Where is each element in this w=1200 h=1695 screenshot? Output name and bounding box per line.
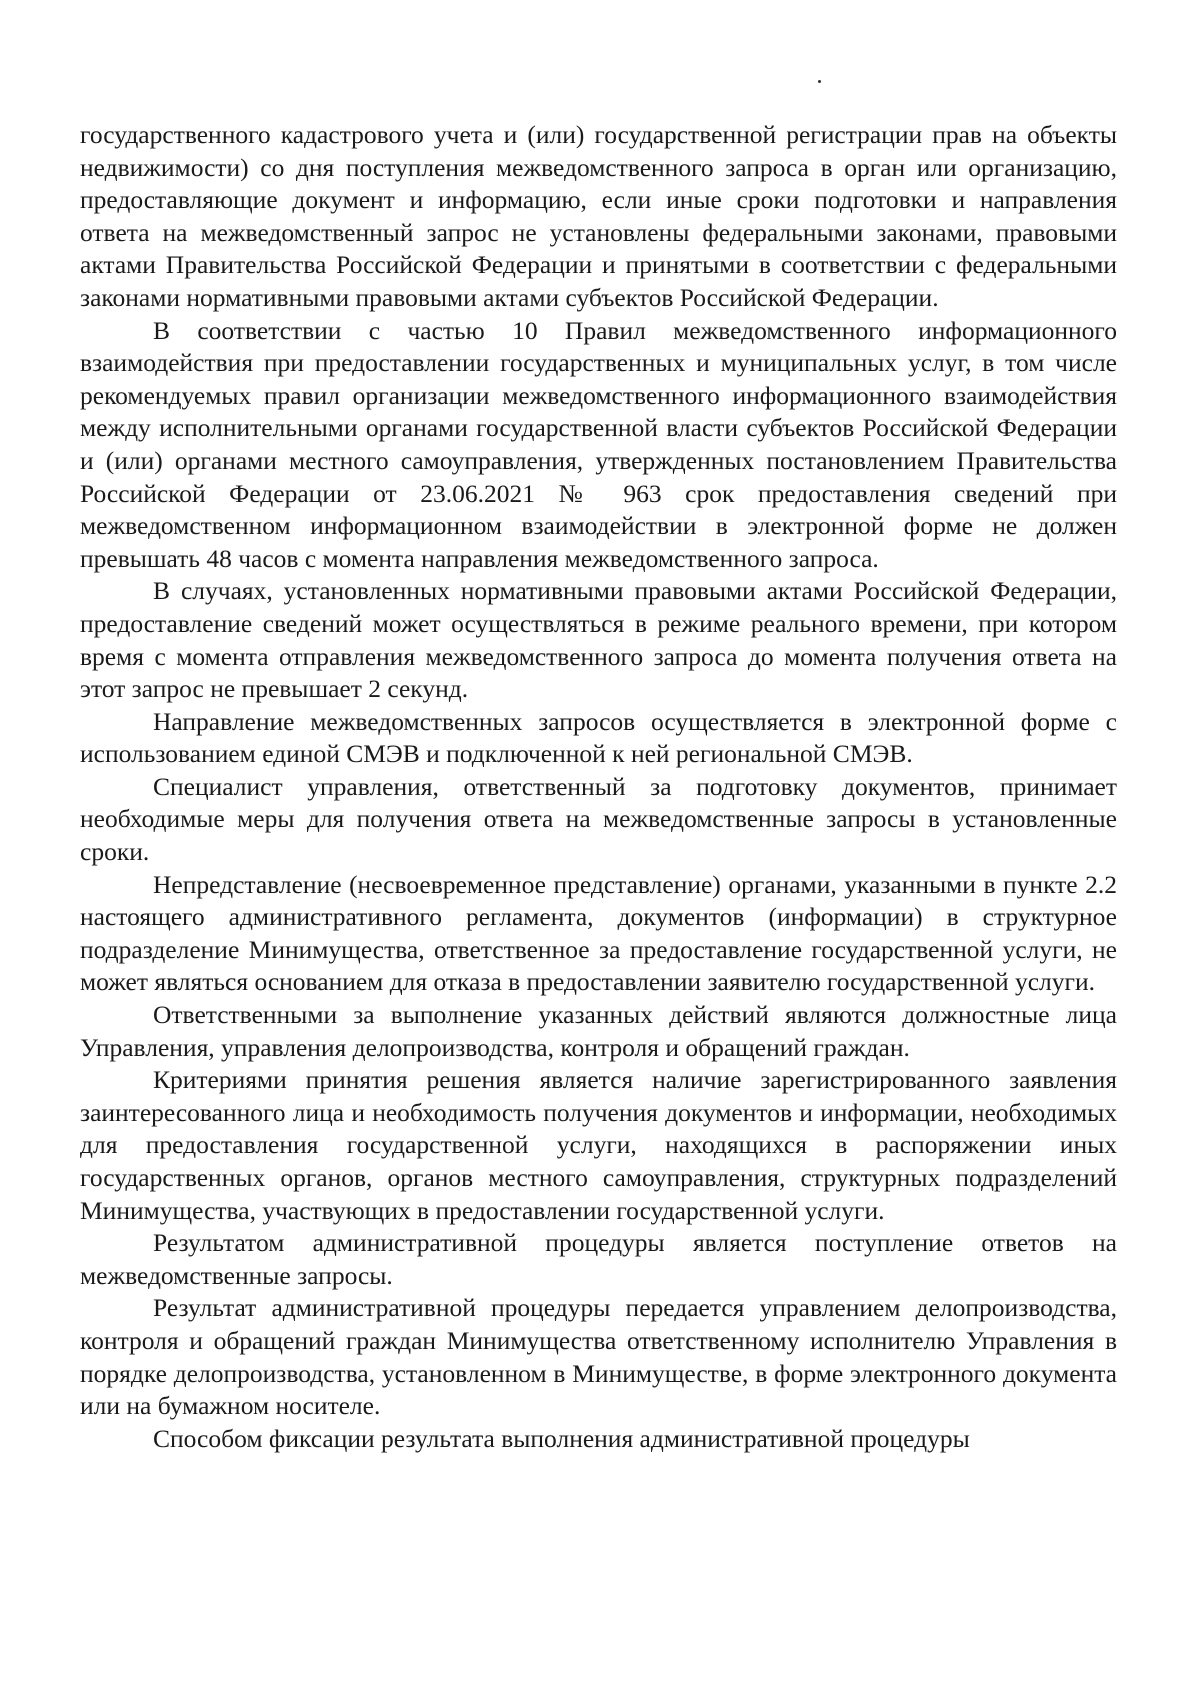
paragraph-continuation: государственного кадастрового учета и (или) государственной регистрации прав на объекты недвижимости) со дня поступления межведомственного запроса в орган или организацию, предоставляющие документ и информацию, если иные сроки подготовки и направления ответа на межведомственный запрос не установлены федеральными законами, правовыми актами Правительства Российской Федерации и принятыми в соответствии с федеральными законами нормативными правовыми актами субъектов Российской Федерации. bbox=[80, 120, 1117, 312]
paragraph-smev-requests: Направление межведомственных запросов осуществляется в электронной форме с использованием единой СМЭВ и подключенной к ней региональной СМЭВ. bbox=[80, 706, 1117, 769]
paragraph-specialist-measures: Специалист управления, ответственный за подготовку документов, принимает необходимые меры для получения ответа на межведомственные запросы в установленные сроки. bbox=[80, 771, 1117, 867]
paragraph-result-transfer: Результат административной процедуры передается управлением делопроизводства, контроля и обращений граждан Минимущества ответственному исполнителю Управления в порядке делопроизводства, установленном в Минимуществе, в форме электронного документа или на бумажном носителе. bbox=[80, 1293, 1117, 1421]
paragraph-procedure-result: Результатом административной процедуры является поступление ответов на межведомственные запросы. bbox=[80, 1228, 1117, 1290]
paragraph-decision-criteria: Критериями принятия решения является наличие зарегистрированного заявления заинтересованного лица и необходимость получения документов и информации, необходимых для предоставления государственной услуги, находящихся в распоряжении иных государственных органов, органов местного самоуправления, структурных подразделений Минимущества, участвующих в предоставлении государственной услуги. bbox=[80, 1065, 1117, 1225]
paragraph-fixation-method: Способом фиксации результата выполнения административной процедуры bbox=[153, 1423, 970, 1453]
scan-speck bbox=[818, 80, 821, 83]
paragraph-responsible-officials: Ответственными за выполнение указанных действий являются должностные лица Управления, управления делопроизводства, контроля и обращений граждан. bbox=[80, 1000, 1117, 1062]
paragraph-real-time: В случаях, установленных нормативными правовыми актами Российской Федерации, предоставление сведений может осуществляться в режиме реального времени, при котором время с момента отправления межведомственного запроса до момента получения ответа на этот запрос не превышает 2 секунд. bbox=[80, 576, 1117, 704]
document-body bbox=[80, 119, 1117, 1455]
paragraph-interaction-rules: В соответствии с частью 10 Правил межведомственного информационного взаимодействия при предоставлении государственных и муниципальных услуг, в том числе рекомендуемых правил организации межведомственного информационного взаимодействия между исполнительными органами государственной власти субъектов Российской Федерации и (или) органами местного самоуправления, утвержденных постановлением Правительства Российской Федерации от 23.06.2021 № 963 срок предоставления сведений при межведомственном информационном взаимодействии в электронной форме не должен превышать 48 часов с момента направления межведомственного запроса. bbox=[80, 315, 1117, 573]
paragraph-non-submission: Непредставление (несвоевременное представление) органами, указанными в пункте 2.2 настоящего административного регламента, документов (информации) в структурное подразделение Минимущества, ответственное за предоставление государственной услуги, не может являться основанием для отказа в предоставлении заявителю государственной услуги. bbox=[80, 869, 1117, 997]
